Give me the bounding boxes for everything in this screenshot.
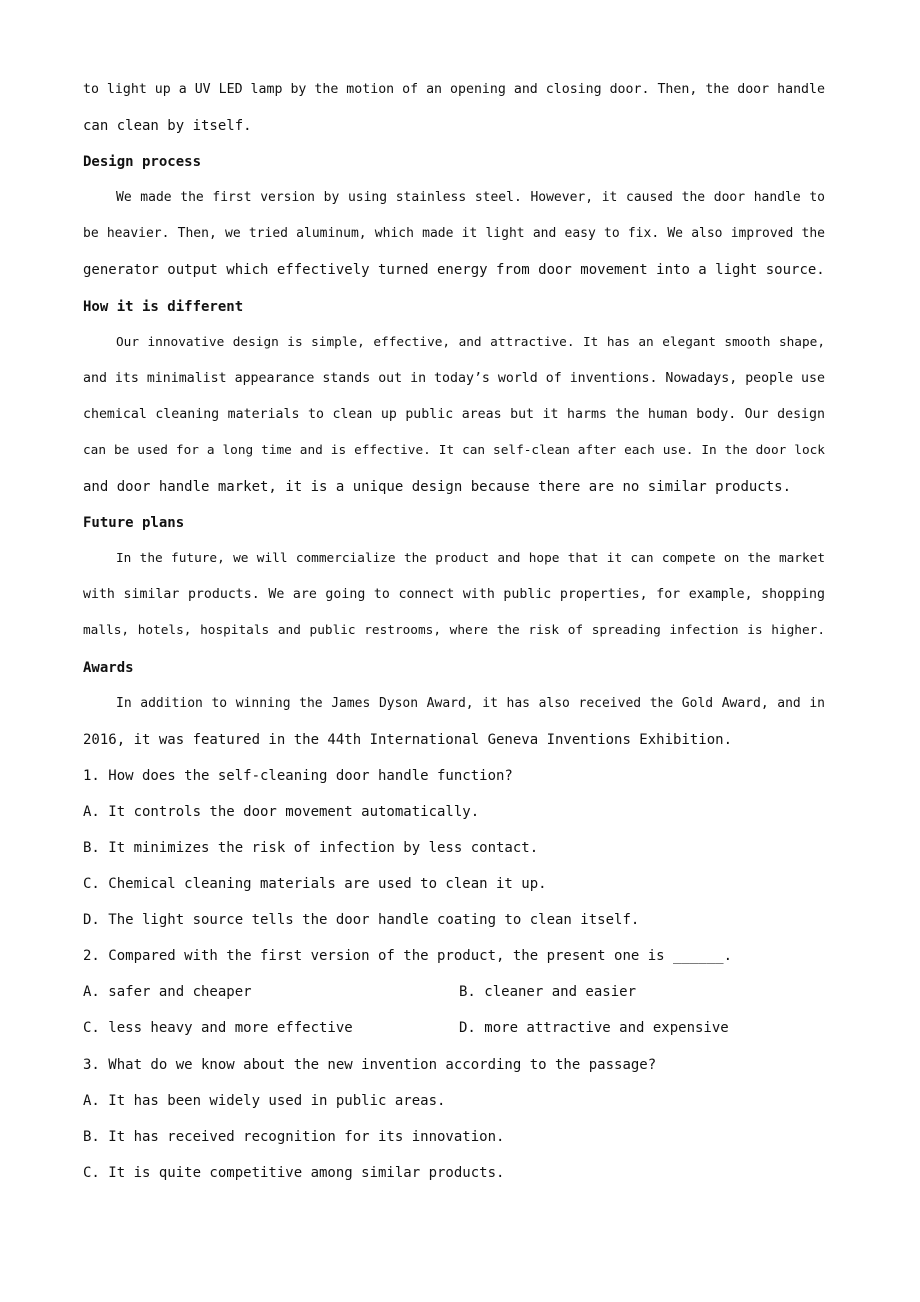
option-row: [83, 1010, 825, 1046]
paragraph-line: and its minimalist appearance stands out in today’s world of inventions. Nowadays, people use: [83, 370, 825, 386]
option-d: D. more attractive and expensive: [459, 1020, 729, 1037]
paragraph-line: to light up a UV LED lamp by the motion of an opening and closing door. Then, the door handle: [83, 82, 825, 97]
option-c: C. less heavy and more effective: [83, 1020, 353, 1037]
section-heading-future-plans: Future plans: [83, 515, 185, 532]
section-heading-awards: Awards: [83, 659, 134, 676]
paragraph-line: 2016, it was featured in the 44th International Geneva Inventions Exhibition.: [83, 731, 733, 748]
paragraph-line: can clean by itself.: [83, 118, 252, 135]
intro-paragraph: [83, 72, 825, 144]
option-row: [83, 974, 825, 1010]
how-different-paragraph: [83, 325, 825, 505]
paragraph-line: In addition to winning the James Dyson Award, it has also received the Gold Award, and in: [116, 695, 825, 711]
paragraph-line: be heavier. Then, we tried aluminum, which made it light and easy to fix. We also improved the: [83, 226, 825, 242]
paragraph-line: malls, hotels, hospitals and public restrooms, where the risk of spreading infection is higher.: [83, 623, 825, 639]
paragraph-line: with similar products. We are going to connect with public properties, for example, shopping: [83, 587, 825, 603]
question-3: [83, 1047, 825, 1191]
paragraph-line: and door handle market, it is a unique design because there are no similar products.: [83, 479, 792, 496]
awards-paragraph: [83, 686, 825, 758]
option-b: B. It minimizes the risk of infection by less contact.: [83, 839, 539, 856]
question-stem: 2. Compared with the first version of the product, the present one is ______.: [83, 948, 733, 965]
question-stem: 3. What do we know about the new invention according to the passage?: [83, 1056, 657, 1073]
option-c: C. Chemical cleaning materials are used to clean it up.: [83, 876, 547, 893]
question-stem: 1. How does the self-cleaning door handle function?: [83, 767, 513, 784]
paragraph-line: generator output which effectively turned energy from door movement into a light source.: [83, 262, 825, 279]
paragraph-line: chemical cleaning materials to clean up public areas but it harms the human body. Our design: [83, 406, 825, 422]
option-d: D. The light source tells the door handle coating to clean itself.: [83, 912, 640, 929]
option-a: A. It has been widely used in public areas.: [83, 1092, 446, 1109]
document-page: [83, 72, 825, 1191]
option-a: A. It controls the door movement automatically.: [83, 803, 480, 820]
option-b: B. It has received recognition for its innovation.: [83, 1128, 505, 1145]
paragraph-line: can be used for a long time and is effective. It can self-clean after each use. In the door lock: [83, 442, 825, 458]
option-b: B. cleaner and easier: [459, 984, 637, 1001]
design-process-paragraph: [83, 180, 825, 288]
future-plans-paragraph: [83, 541, 825, 649]
paragraph-line: In the future, we will commercialize the product and hope that it can compete on the market: [116, 551, 825, 567]
question-1: [83, 758, 825, 938]
paragraph-line: Our innovative design is simple, effective, and attractive. It has an elegant smooth shape,: [116, 334, 825, 350]
section-heading-design-process: Design process: [83, 154, 202, 171]
section-heading-how-different: How it is different: [83, 298, 244, 315]
paragraph-line: We made the first version by using stainless steel. However, it caused the door handle to: [116, 190, 825, 206]
option-a: A. safer and cheaper: [83, 984, 252, 1001]
question-2: [83, 938, 825, 1046]
option-c: C. It is quite competitive among similar products.: [83, 1164, 505, 1181]
